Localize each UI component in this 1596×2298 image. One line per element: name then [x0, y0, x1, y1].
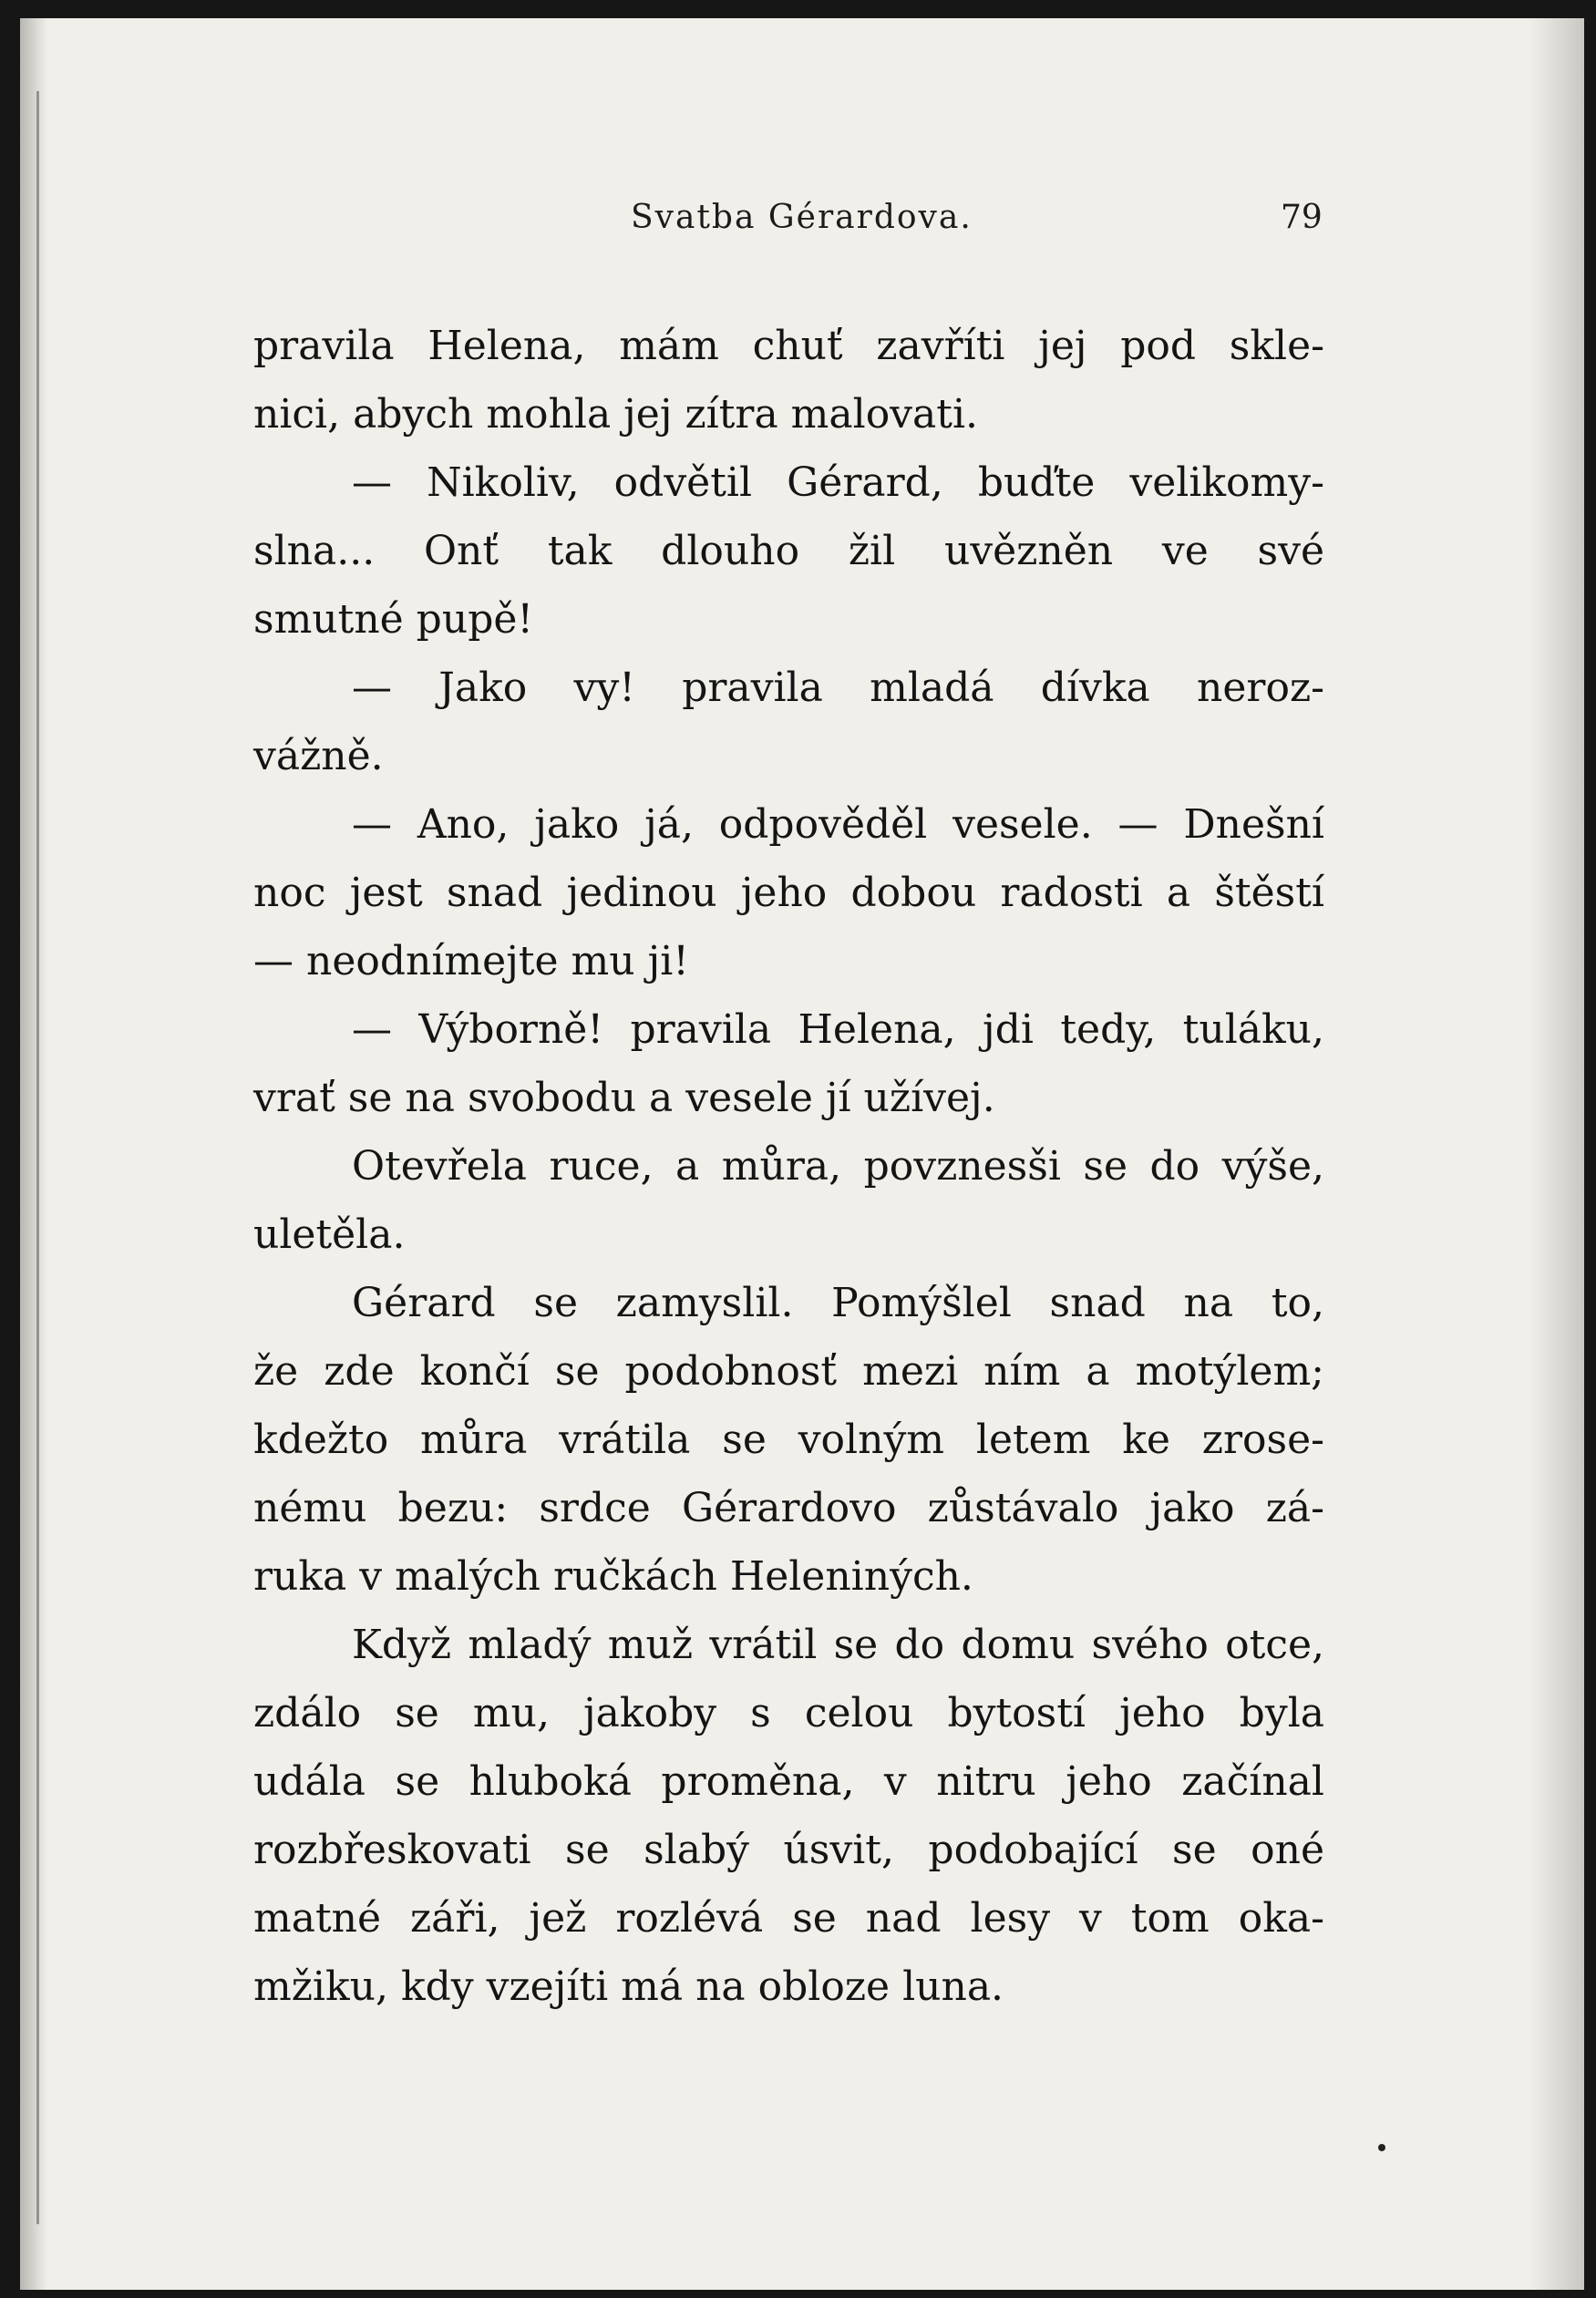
text-line: vážně.	[253, 733, 384, 779]
text-line: uletěla.	[253, 1211, 406, 1258]
text-line: Otevřela ruce, a můra, povznesši se do výše,	[352, 1143, 1324, 1190]
text-line: nému bezu: srdce Gérardovo zůstávalo jako zá-	[253, 1485, 1324, 1531]
text-line: kdežto můra vrátila se volným letem ke zrose-	[253, 1417, 1324, 1463]
running-head-title: Svatba Gérardova.	[631, 199, 973, 236]
page-number: 79	[1281, 199, 1323, 236]
text-line: nici, abych mohla jej zítra malovati.	[253, 391, 979, 438]
text-line: — Ano, jako já, odpověděl vesele. — Dnešní	[352, 801, 1324, 848]
text-line: matné záři, jež rozlévá se nad lesy v tom oka-	[253, 1895, 1324, 1942]
text-line: noc jest snad jedinou jeho dobou radosti a štěstí	[253, 870, 1324, 916]
text-line: že zde končí se podobnosť mezi ním a motýlem;	[253, 1348, 1324, 1395]
text-line: udála se hluboká proměna, v nitru jeho začínal	[253, 1758, 1324, 1805]
binding-shadow	[36, 91, 39, 2224]
text-line: — neodnímejte mu ji!	[253, 938, 689, 984]
text-line: Gérard se zamyslil. Pomýšlel snad na to,	[352, 1280, 1324, 1326]
text-line: mžiku, kdy vzejíti má na obloze luna.	[253, 1963, 1004, 2010]
text-line: zdálo se mu, jakoby s celou bytostí jeho byla	[253, 1690, 1324, 1736]
book-page	[20, 18, 1584, 2290]
text-line: pravila Helena, mám chuť zavříti jej pod skle-	[253, 323, 1324, 369]
body-text	[253, 312, 1324, 2021]
text-line: Když mladý muž vrátil se do domu svého otce,	[352, 1622, 1324, 1668]
text-line: slna... Onť tak dlouho žil uvězněn ve své	[253, 528, 1324, 574]
text-line: smutné pupě!	[253, 596, 534, 643]
ink-speck	[1378, 2144, 1385, 2151]
text-line: — Nikoliv, odvětil Gérard, buďte velikomy-	[352, 459, 1324, 506]
text-line: vrať se na svobodu a vesele jí užívej.	[253, 1075, 995, 1121]
text-line: — Výborně! pravila Helena, jdi tedy, tuláku,	[352, 1006, 1324, 1053]
text-line: ruka v malých ručkách Heleniných.	[253, 1553, 973, 1600]
text-line: — Jako vy! pravila mladá dívka neroz-	[352, 665, 1324, 711]
text-line: rozbřeskovati se slabý úsvit, podobající se oné	[253, 1827, 1324, 1873]
